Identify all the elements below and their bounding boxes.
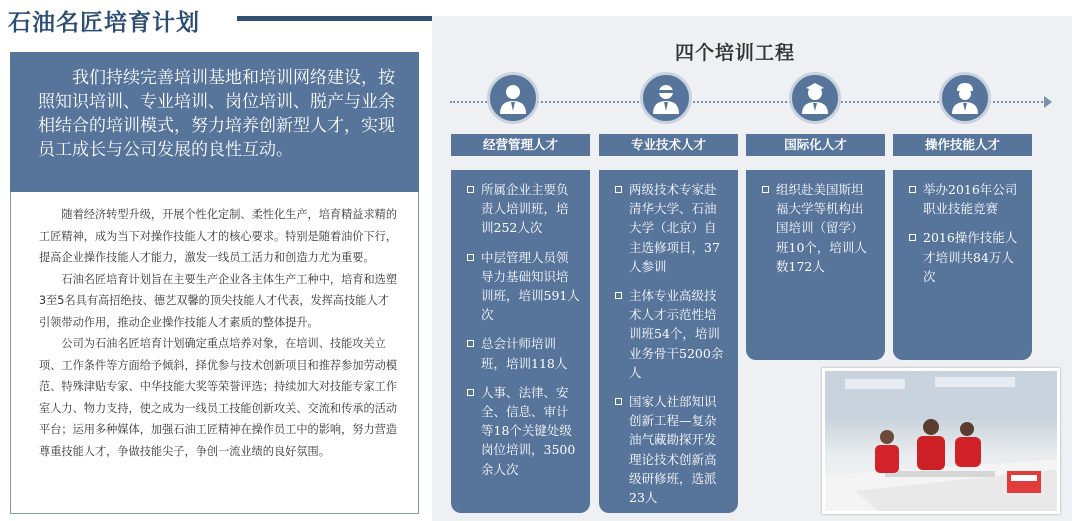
list-item: 2016操作技能人才培训共84万人次	[909, 228, 1022, 286]
workers-photo	[822, 368, 1060, 514]
list-item: 举办2016年公司职业技能竞赛	[909, 180, 1022, 218]
list-item: 总会计师培训班，培训118人	[467, 334, 580, 372]
square-bullet-icon	[615, 292, 622, 299]
list-item: 组织赴美国斯坦福大学等机构出国培训（留学）班10个，培训人数172人	[762, 180, 875, 276]
column-body-management	[451, 170, 590, 513]
page-title: 石油名匠培育计划	[8, 10, 200, 36]
square-bullet-icon	[467, 340, 474, 347]
square-bullet-icon	[467, 389, 474, 396]
engineer-icon	[640, 72, 692, 124]
square-bullet-icon	[467, 186, 474, 193]
column-body-operation	[893, 170, 1032, 360]
square-bullet-icon	[615, 398, 622, 405]
list-item: 两级技术专家赴清华大学、石油大学（北京）自主选修项目，37人参训	[615, 180, 728, 276]
intro-block	[10, 52, 419, 192]
list-item: 国家人社部知识创新工程—复杂油气藏勘探开发理论技术创新高级研修班，选派23人	[615, 392, 728, 507]
square-bullet-icon	[467, 254, 474, 261]
column-body-technical	[599, 170, 738, 513]
scholar-icon	[789, 72, 841, 124]
list-item: 所属企业主要负责人培训班，培训252人次	[467, 180, 580, 238]
worker-icon	[939, 72, 991, 124]
body-text-box	[10, 192, 419, 514]
square-bullet-icon	[909, 234, 916, 241]
column-heading-operation: 操作技能人才	[893, 134, 1032, 156]
body-paragraph-2: 石油名匠培育计划旨在主要生产企业各主体生产工种中，培育和选塑3至5名具有高招绝技、德艺双馨的顶尖技能人才代表，发挥高技能人才引领带动作用，推动企业操作技能人才素质的整体提升。	[39, 272, 398, 329]
timeline-arrow-icon	[1044, 96, 1052, 108]
intro-text: 我们持续完善培训基地和培训网络建设，按照知识培训、专业培训、岗位培训、脱产与业余相结合的培训模式，努力培养创新型人才，实现员工成长与公司发展的良性互动。	[38, 68, 395, 160]
list-item: 主体专业高级技术人才示范性培训班54个，培训业务骨干5200余人	[615, 286, 728, 382]
body-paragraph-1: 随着经济转型升级，开展个性化定制、柔性化生产，培育精益求精的工匠精神，成为当下对操作技能人才的核心要求。特别是随着油价下行，提高企业操作技能人才能力，激发一线员工活力和创造力尤为重要。	[39, 208, 398, 264]
column-heading-technical: 专业技术人才	[599, 134, 738, 156]
square-bullet-icon	[762, 186, 769, 193]
list-item: 中层管理人员领导力基础知识培训班，培训591人次	[467, 248, 580, 325]
column-heading-management: 经营管理人才	[451, 134, 590, 156]
square-bullet-icon	[615, 186, 622, 193]
projects-title: 四个培训工程	[674, 42, 795, 64]
businessman-icon	[487, 72, 539, 124]
column-body-international	[746, 170, 885, 360]
square-bullet-icon	[909, 186, 916, 193]
body-paragraph-3: 公司为石油名匠培育计划确定重点培养对象，在培训、技能攻关立项、工作条件等方面给予倾斜，择优参与技术创新项目和推荐参加劳动模范、特殊津贴专家、中华技能大奖等荣誉评选；持续加大对技能专家工作室人力、物力支持，使之成为一线员工技能创新攻关、交流和传承的活动平台；运用多种媒体，加强石油工匠精神在操作员工中的影响，努力营造尊重技能人才，争做技能尖子，争创一流业绩的良好氛围。	[39, 337, 398, 458]
column-heading-international: 国际化人才	[746, 134, 885, 156]
workers-photo-illustration	[825, 371, 1060, 514]
list-item: 人事、法律、安全、信息、审计等18个关键处级岗位培训，3500余人次	[467, 383, 580, 479]
